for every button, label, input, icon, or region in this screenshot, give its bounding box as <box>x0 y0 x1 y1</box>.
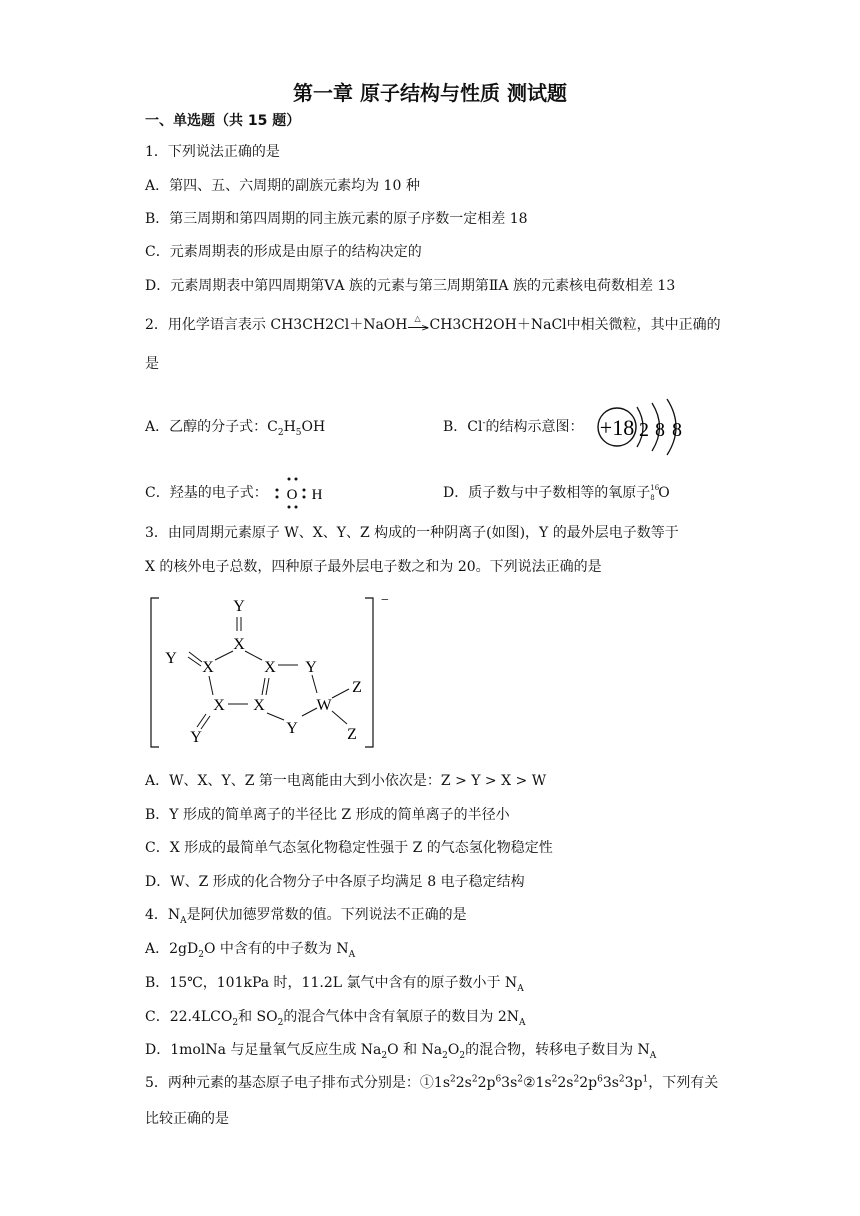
section-heading: 一、单选题（共 15 题） <box>145 113 301 129</box>
q4-option-c: C．$22.4LCO_2$和 $SO_2$的混合气体中含有氧原子的数目为 $2N_A$ <box>145 1009 526 1028</box>
q2-option-b: B．Cl-的结构示意图： <box>443 418 584 435</box>
q4-stem: 4．$N_A$是阿伏加德罗常数的值。下列说法不正确的是 <box>145 907 467 926</box>
q2-reactants: CH3CH2Cl＋NaOH <box>270 317 408 333</box>
q2-stem <box>145 314 721 334</box>
atom-y-top: Y <box>233 598 245 615</box>
q3-option-b: B．Y 形成的简单离子的半径比 Z 形成的简单离子的半径小 <box>145 807 510 823</box>
reaction-arrow-icon: △ > <box>408 318 430 332</box>
atom-y-left: Y <box>165 650 177 667</box>
q3-option-d: D．W、Z 形成的化合物分子中各原子均满足 8 电子稳定结构 <box>145 874 525 890</box>
left-bracket <box>151 598 159 747</box>
q1-option-a: A．第四、五、六周期的副族元素均为 10 种 <box>145 178 420 194</box>
shell-electrons-2: 8 <box>655 419 665 441</box>
q4-option-d: D．1molNa 与足量氧气反应生成 $Na_2O$ 和 $Na_2O_2$的混合物，转移电子数目为 $N_A$ <box>145 1042 657 1061</box>
chloride-structure-diagram <box>592 394 692 458</box>
q5-stem-line2: 比较正确的是 <box>145 1111 229 1127</box>
anion-structure-diagram <box>145 592 390 754</box>
q3-option-a: A．W、X、Y、Z 第一电离能由大到小依次是：Z > Y > X > W <box>145 773 547 789</box>
shell-electrons-3: 8 <box>672 419 682 441</box>
q3-stem-line2: X 的核外电子总数，四种原子最外层电子数之和为 20。下列说法正确的是 <box>145 559 602 575</box>
hydrogen-symbol: H <box>311 487 323 503</box>
atom-x-top: X <box>233 636 245 653</box>
heat-symbol: △ <box>414 314 421 323</box>
q5-stem-line1: 5．两种元素的基态原子电子排布式分别是：$①1s^22s^22p^63s^2②1s^22s^22p^63s^23p^1$，下列有关 <box>145 1074 719 1091</box>
q2-stem-suffix: 中相关微粒，其中正确的 <box>566 317 721 333</box>
q1-option-b: B．第三周期和第四周期的同主族元素的原子序数一定相差 18 <box>145 211 528 227</box>
q4-option-b: B．15℃，101kPa 时，11.2L 氯气中含有的原子数小于 $N_A$ <box>145 975 524 994</box>
q2-products: CH3CH2OH＋NaCl <box>429 317 567 333</box>
atom-z-bottom: Z <box>347 726 357 743</box>
atom-y-bottom: Y <box>286 720 298 737</box>
atom-w: W <box>316 697 332 714</box>
atom-x-bottom-left: X <box>213 697 225 714</box>
page-title: 第一章 原子结构与性质 测试题 <box>293 81 567 105</box>
isotope-notation: 16 8 <box>650 484 660 502</box>
q2-stem-prefix: 2．用化学语言表示 <box>145 317 271 333</box>
q1-stem: 1．下列说法正确的是 <box>145 144 280 160</box>
right-bracket <box>365 598 373 747</box>
atom-z-top: Z <box>352 679 362 696</box>
nucleus-charge: +18 <box>599 415 635 440</box>
anion-charge: − <box>381 593 389 608</box>
atom-y-bottom-left: Y <box>190 729 202 746</box>
q2-option-d: D．质子数与中子数相等的氧原子 16 8 O <box>443 484 670 502</box>
shell-electrons-1: 2 <box>639 419 649 441</box>
atom-x-left: X <box>202 659 214 676</box>
hydroxyl-electron-formula <box>273 476 333 510</box>
atom-x-right: X <box>264 659 276 676</box>
q1-option-d: D．元素周期表中第四周期第ⅤA 族的元素与第三周期第ⅡA 族的元素核电荷数相差 13 <box>145 278 676 294</box>
q1-option-c: C．元素周期表的形成是由原子的结构决定的 <box>145 244 422 260</box>
q4-option-a: A．$2gD_2O$ 中含有的中子数为 $N_A$ <box>145 941 356 960</box>
atom-y-right: Y <box>305 659 317 676</box>
q3-option-c: C．X 形成的最简单气态氢化物稳定性强于 Z 的气态氢化物稳定性 <box>145 840 553 856</box>
atom-x-bottom-right: X <box>253 697 265 714</box>
q2-stem-line2: 是 <box>145 356 159 372</box>
q2-option-c: C．羟基的电子式： <box>145 485 268 501</box>
q2-option-a: A．乙醇的分子式：$C_2H_5OH$ <box>145 419 326 438</box>
oxygen-symbol: O <box>286 487 298 503</box>
q3-stem-line1: 3．由同周期元素原子 W、X、Y、Z 构成的一种阴离子(如图)，Y 的最外层电子数等于 <box>145 525 679 541</box>
